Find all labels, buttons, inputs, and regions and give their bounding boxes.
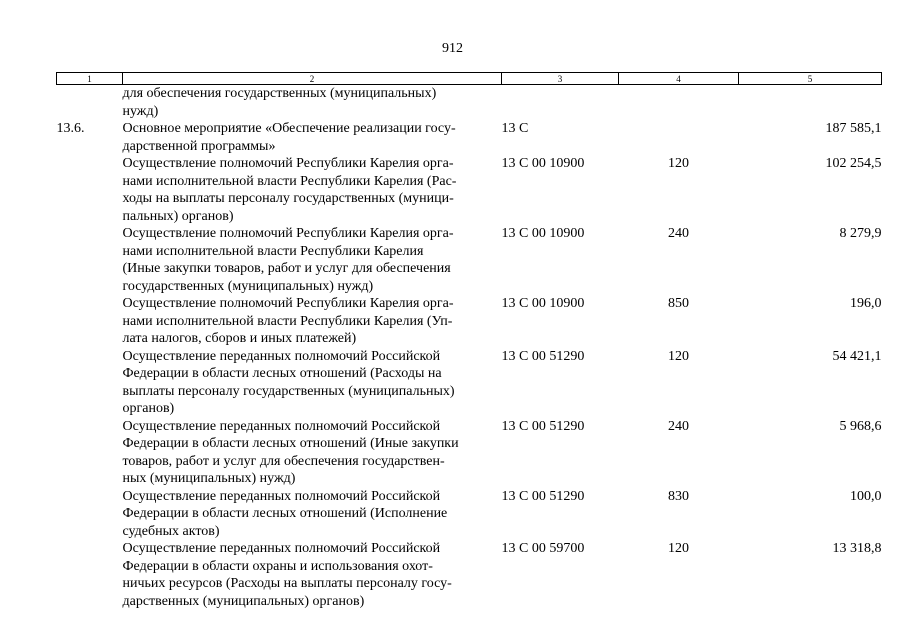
row-name <box>123 155 502 225</box>
row-name-line: Федерации в области лесных отношений (Исполнение <box>122 506 448 521</box>
row-amount: 54 421,1 <box>832 348 882 364</box>
row-target-code: 13 С <box>501 121 529 136</box>
row-name <box>123 540 502 610</box>
row-expense-type: 120 <box>668 541 689 556</box>
row-name-line: нами исполнительной власти Республики Карелия (Рас- <box>122 173 457 189</box>
row-number <box>57 488 123 541</box>
table-row <box>57 85 882 121</box>
row-name-line: судебных актов) <box>122 523 220 539</box>
row-amount <box>739 85 882 121</box>
row-name-line: дарственной программы» <box>122 138 276 154</box>
row-expense-type <box>619 85 739 121</box>
row-name-line: нами исполнительной власти Республики Карелия <box>122 243 424 259</box>
column-header-1: 1 <box>57 73 123 85</box>
table-row <box>57 120 882 155</box>
row-expense-type: 850 <box>668 296 689 311</box>
row-expense-type: 240 <box>668 418 689 434</box>
row-name <box>123 85 502 121</box>
column-header-5: 5 <box>739 73 882 85</box>
row-number <box>57 155 123 225</box>
table-row <box>57 540 882 610</box>
row-target-code: 13 С 00 10900 <box>501 296 585 311</box>
row-name-line: Осуществление переданных полномочий Российской <box>122 348 441 364</box>
row-name-line: ничьих ресурсов (Расходы на выплаты персоналу госу- <box>122 576 452 591</box>
row-target-code: 13 С 00 51290 <box>501 488 585 504</box>
table-header <box>57 73 882 85</box>
row-name-line: ных (муниципальных) нужд) <box>122 471 296 486</box>
row-amount: 187 585,1 <box>825 121 882 136</box>
row-name-line: органов) <box>122 401 175 416</box>
row-name-line: ходы на выплаты персоналу государственных (муници- <box>122 191 454 206</box>
row-name-line: Федерации в области лесных отношений (Иные закупки <box>122 436 459 451</box>
row-name-line: нужд) <box>122 103 159 119</box>
row-name-line: лата налогов, сборов и иных платежей) <box>122 331 357 346</box>
row-name-line: Осуществление полномочий Республики Карелия орга- <box>122 296 454 311</box>
row-name-line: Основное мероприятие «Обеспечение реализации госу- <box>122 121 456 136</box>
table-row <box>57 348 882 418</box>
row-number: 13.6. <box>56 121 85 136</box>
row-name <box>123 225 502 295</box>
row-name <box>123 488 502 541</box>
row-target-code: 13 С 00 10900 <box>501 226 585 241</box>
row-target-code <box>502 85 619 121</box>
row-target-code: 13 С 00 51290 <box>501 418 585 434</box>
row-name-line: для обеспечения государственных (муниципальных) <box>122 86 437 101</box>
row-target-code: 13 С 00 10900 <box>501 156 585 171</box>
row-name <box>123 295 502 348</box>
row-number <box>57 540 123 610</box>
row-number <box>57 85 123 121</box>
row-number <box>57 418 123 488</box>
row-amount: 8 279,9 <box>839 226 882 241</box>
row-expense-type: 830 <box>668 488 689 504</box>
row-name-line: Федерации в области охраны и использования охот- <box>122 558 433 574</box>
row-name <box>123 348 502 418</box>
column-header-4: 4 <box>619 73 739 85</box>
row-expense-type: 240 <box>668 226 689 241</box>
row-name <box>123 120 502 155</box>
column-header-3: 3 <box>502 73 619 85</box>
row-expense-type: 120 <box>668 348 689 364</box>
row-amount: 13 318,8 <box>832 541 882 556</box>
column-header-2: 2 <box>123 73 502 85</box>
table-row <box>57 295 882 348</box>
row-name-line: Осуществление переданных полномочий Российской <box>122 488 441 504</box>
table-row <box>57 225 882 295</box>
row-amount: 5 968,6 <box>839 418 882 434</box>
table-row <box>57 488 882 541</box>
row-name-line: дарственных (муниципальных) органов) <box>122 593 365 609</box>
row-name-line: товаров, работ и услуг для обеспечения государствен- <box>122 453 445 469</box>
row-amount: 100,0 <box>850 488 882 504</box>
row-number <box>57 295 123 348</box>
row-name-line: выплаты персоналу государственных (муниципальных) <box>122 383 455 399</box>
row-target-code: 13 С 00 51290 <box>501 348 585 364</box>
table-body <box>57 85 882 611</box>
row-number <box>57 348 123 418</box>
row-name-line: государственных (муниципальных) нужд) <box>122 278 374 294</box>
page-number: 912 <box>442 41 463 56</box>
row-expense-type: 120 <box>668 156 689 171</box>
row-name-line: (Иные закупки товаров, работ и услуг для обеспечения <box>122 261 451 276</box>
table-row <box>57 155 882 225</box>
row-name-line: Федерации в области лесных отношений (Расходы на <box>122 366 442 381</box>
row-name-line: пальных) органов) <box>122 208 234 224</box>
row-target-code: 13 С 00 59700 <box>501 541 585 556</box>
row-name-line: Осуществление полномочий Республики Карелия орга- <box>122 156 454 171</box>
row-name-line: Осуществление переданных полномочий Российской <box>122 541 441 556</box>
table-row <box>57 418 882 488</box>
row-expense-type <box>619 120 739 155</box>
budget-table <box>56 72 882 610</box>
row-name-line: Осуществление полномочий Республики Карелия орга- <box>122 226 454 241</box>
row-name <box>123 418 502 488</box>
row-name-line: нами исполнительной власти Республики Карелия (Уп- <box>122 313 453 329</box>
column-number-row <box>57 73 882 85</box>
row-number <box>57 225 123 295</box>
row-amount: 196,0 <box>850 296 882 311</box>
row-amount: 102 254,5 <box>825 156 882 171</box>
row-name-line: Осуществление переданных полномочий Российской <box>122 418 441 434</box>
